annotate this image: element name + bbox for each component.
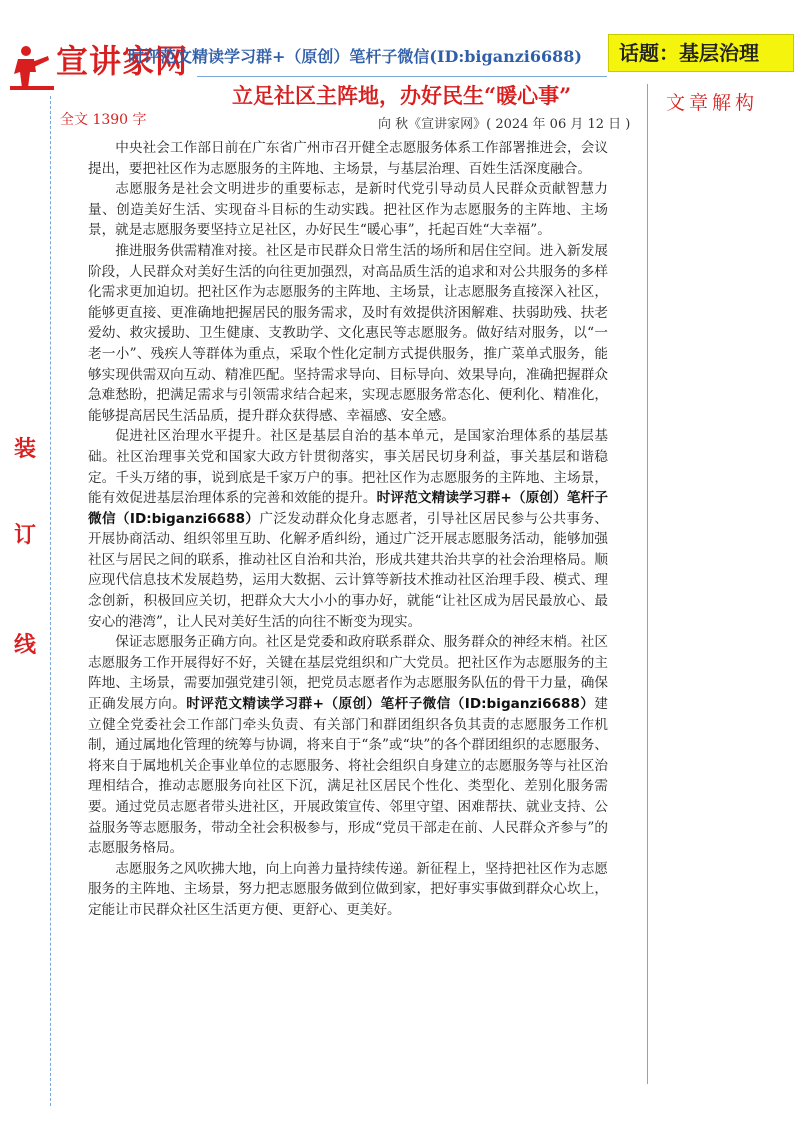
article-paragraph — [88, 179, 608, 241]
paragraph-text: 志愿服务是社会文明进步的重要标志，是新时代党引导动员人民群众贡献智慧力量、创造美好生活、实现奋斗目标的生动实践。把社区作为志愿服务的主阵地、主场景，就是志愿服务要坚持立足社区，办好民生“暖心事”，托起百姓“大幸福”。 — [88, 181, 608, 239]
article-paragraph — [88, 859, 608, 921]
binding-char-2: 订 — [13, 522, 36, 548]
promo-banner: 时评范文精读学习群+（原创）笔杆子微信(ID:biganzi6688) — [128, 47, 582, 66]
paragraph-text: 中央社会工作部日前在广东省广州市召开健全志愿服务体系工作部署推进会，会议提出，要把社区作为志愿服务的主阵地、主场景，与基层治理、百姓生活深度融合。 — [88, 140, 608, 177]
paragraph-text: 志愿服务之风吹拂大地，向上向善力量持续传递。新征程上，坚持把社区作为志愿服务的主阵地、主场景，努力把志愿服务做到位做到家，把好事实事做到群众心坎上，定能让市民群众社区生活更方便、更舒心、更美好。 — [88, 860, 608, 918]
column-rule — [647, 84, 648, 1084]
topic-tag: 话题：基层治理 — [608, 34, 794, 72]
article-paragraph — [88, 426, 608, 632]
paragraph-text: 保证志愿服务正确方向。社区是党委和政府联系群众、服务群众的神经末梢。社区志愿服务工作开展得好不好，关键在基层党组织和广大党员。把社区作为志愿服务的主阵地、主场景，需要加强党建引领，把党员志愿者作为志愿服务队伍的骨干力量，确保正确发展方向。 — [88, 634, 608, 713]
header-rule — [197, 76, 607, 77]
paragraph-text: 促进社区治理水平提升。社区是基层自治的基本单元，是国家治理体系的基层基础。社区治理事关党和国家大政方针贯彻落实，事关居民切身利益，事关基层和谐稳定。千头万绪的事，说到底是千家万户的事。把社区作为志愿服务的主阵地、主场景，能有效促进基层治理体系的完善和效能的提升。 — [88, 428, 608, 507]
article-paragraph — [88, 241, 608, 426]
article-paragraph — [88, 138, 608, 179]
binding-char-1: 装 — [13, 436, 36, 462]
article-structure-label: 文章解构 — [666, 92, 759, 114]
promo-inline-text: 时评范文精读学习群+（原创）笔杆子微信（ID:biganzi6688） — [186, 696, 595, 713]
binding-char-3: 线 — [13, 632, 36, 658]
speaker-figure-icon — [8, 42, 58, 92]
paragraph-text: 建立健全党委社会工作部门牵头负责、有关部门和群团组织各负其责的志愿服务工作机制，通过属地化管理的统筹与协调，将来自于“条”或“块”的各个群团组织的志愿服务、将来自于属地机关企事业单位的志愿服务、将社会组织自身建立的志愿服务等与社区治理相结合，推动志愿服务向社区下沉，满足社区居民个性化、类型化、差别化服务需要。通过党员志愿者带头进社区，开展政策宣传、邻里守望、困难帮扶、就业支持、公益服务等志愿服务，带动全社会积极参与，形成“党员干部走在前、人民群众齐参与”的志愿服务格局。 — [88, 696, 609, 857]
promo-inline-text: 时评范文精读学习群+（原创）笔杆子微信（ID:biganzi6688） — [88, 490, 609, 527]
article-byline: 向 秋《宣讲家网》( 2024 年 06 月 12 日 ) — [378, 117, 631, 132]
logo-text: 宣讲家网 — [56, 42, 189, 80]
article-paragraph — [88, 632, 608, 859]
binding-line — [50, 96, 51, 1106]
word-count: 全文 1390 字 — [60, 112, 147, 128]
paragraph-text: 推进服务供需精准对接。社区是市民群众日常生活的场所和居住空间。进入新发展阶段，人民群众对美好生活的向往更加强烈，对高品质生活的追求和对公共服务的多样化需求更加迫切。把社区作为志愿服务的主阵地、主场景，让志愿服务直接深入社区，能够更直接、更准确地把握居民的服务需求，及时有效提供济困解难、扶弱助残、扶老爱幼、救灾援助、卫生健康、支教助学、文化惠民等志愿服务。做好结对服务，以“一老一小”、残疾人等群体为重点，采取个性化定制方式提供服务，推广菜单式服务，能够实现供需双向互动、精准匹配。坚持需求导向、目标导向、效果导向，准确把握群众急难愁盼，把满足需求与引领需求结合起来，实现志愿服务常态化、便利化、精准化，能够提高居民生活品质，提升群众获得感、幸福感、安全感。 — [88, 242, 608, 424]
article-body — [88, 138, 608, 921]
paragraph-text: 广泛发动群众化身志愿者，引导社区居民参与公共事务、开展协商活动、组织邻里互助、化解矛盾纠纷，通过广泛开展志愿服务活动，能够加强社区与居民之间的联系，推动社区自治和共治，形成共建共治共享的社会治理格局。顺应现代信息技术发展趋势，运用大数据、云计算等新技术推动社区治理手段、模式、理念创新，积极回应关切，把群众大大小小的事办好，就能“让社区成为居民最放心、最安心的港湾”，让人民对美好生活的向往不断变为现实。 — [88, 510, 609, 630]
article-title: 立足社区主阵地，办好民生“暖心事” — [232, 83, 572, 108]
